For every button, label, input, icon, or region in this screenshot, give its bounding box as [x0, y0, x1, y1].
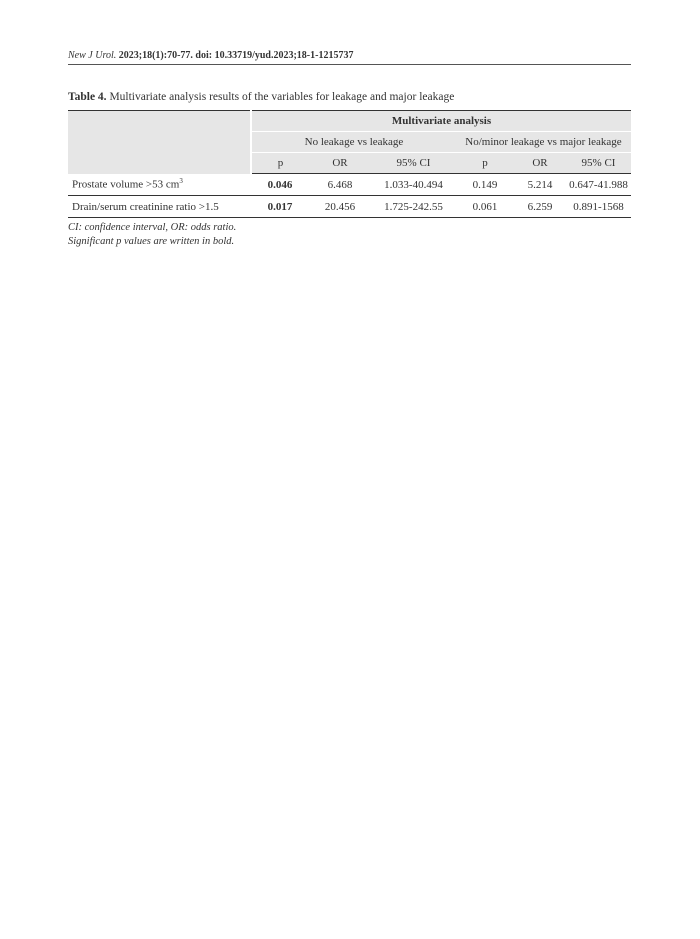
table-caption-label: Table 4. [68, 91, 107, 103]
variable-label: Prostate volume >53 cm [72, 179, 180, 192]
table-caption-text: Multivariate analysis results of the variables for leakage and major leakage [109, 91, 455, 103]
p-value-cell: 0.149 [456, 174, 514, 196]
super-header: Multivariate analysis [251, 111, 631, 132]
ci-cell: 1.033-40.494 [371, 174, 456, 196]
page-header [68, 50, 631, 65]
or-cell: 20.456 [309, 196, 371, 218]
citation: 2023;18(1):70-77. doi: 10.33719/yud.2023;18-1-1215737 [118, 50, 354, 61]
table-row [68, 196, 631, 218]
variable-cell: Drain/serum creatinine ratio >1.5 [68, 196, 251, 218]
table-notes [68, 221, 236, 249]
or-cell: 6.259 [514, 196, 566, 218]
results-table [68, 110, 631, 218]
ci-cell: 1.725-242.55 [371, 196, 456, 218]
variable-superscript: 3 [179, 177, 183, 186]
table-caption [68, 91, 454, 103]
column-header: 95% CI [371, 153, 456, 174]
journal-name: New J Urol. [68, 50, 117, 61]
p-value-cell: 0.017 [251, 196, 309, 218]
column-header: 95% CI [566, 153, 631, 174]
table-corner-cell [68, 111, 251, 174]
significance-note: Significant p values are written in bold. [68, 236, 235, 247]
or-cell: 5.214 [514, 174, 566, 196]
column-header: p [251, 153, 309, 174]
ci-cell: 0.647-41.988 [566, 174, 631, 196]
table-row [68, 174, 631, 196]
group-header: No leakage vs leakage [251, 132, 456, 153]
column-header: OR [309, 153, 371, 174]
ci-cell: 0.891-1568 [566, 196, 631, 218]
p-value-cell: 0.061 [456, 196, 514, 218]
column-header: p [456, 153, 514, 174]
or-cell: 6.468 [309, 174, 371, 196]
abbreviation-note: CI: confidence interval, OR: odds ratio. [68, 222, 237, 233]
variable-cell [68, 174, 251, 196]
group-header: No/minor leakage vs major leakage [456, 132, 631, 153]
p-value-cell: 0.046 [251, 174, 309, 196]
column-header: OR [514, 153, 566, 174]
